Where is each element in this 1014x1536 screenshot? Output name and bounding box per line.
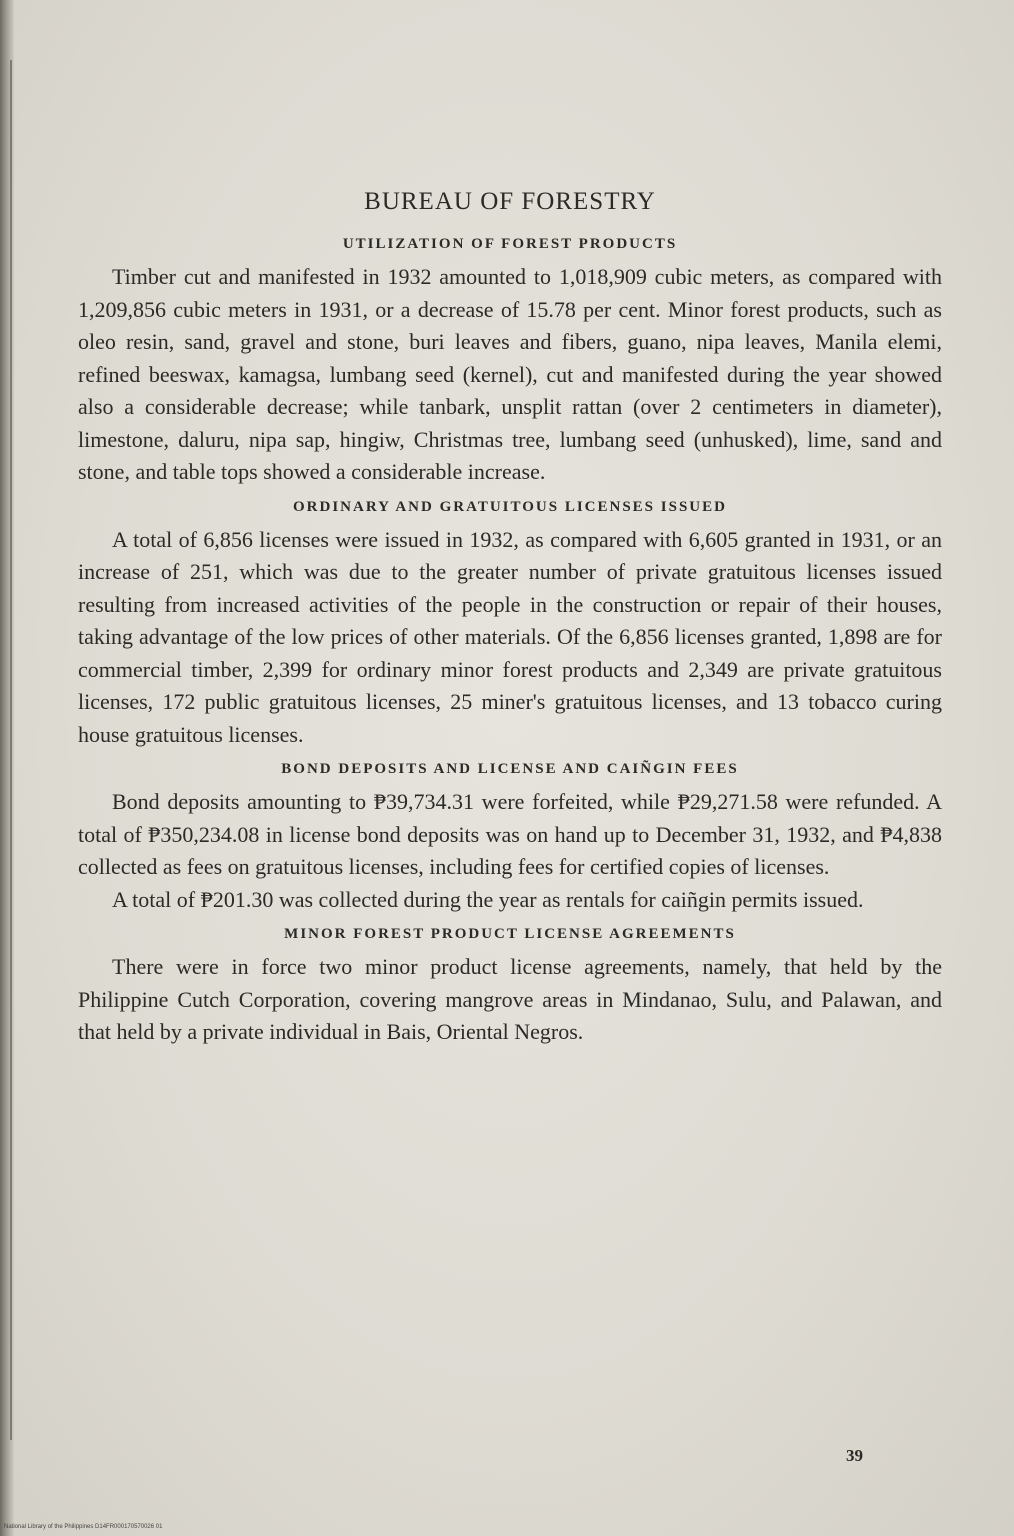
section-heading: UTILIZATION OF FOREST PRODUCTS bbox=[342, 236, 678, 252]
section-license-agreements bbox=[78, 926, 942, 1049]
paragraph: Timber cut and manifested in 1932 amounted to 1,018,909 cubic meters, as compared with 1,209,856 cubic meters in 1931, or a decrease of 15.78 per cent. Minor forest products, such as oleo resin, sand, gravel and stone, buri leaves and fibers, guano, nipa leaves, Manila elemi, refined beeswax, kamagsa, lumbang seed (kernel), cut and manifested during the year showed also a considerable decrease; while tanbark, unsplit rattan (over 2 centimeters in diameter), limestone, daluru, nipa sap, hingiw, Christmas tree, lumbang seed (unhusked), lime, sand and stone, and table tops showed a considerable increase. bbox=[78, 264, 942, 484]
section-heading: ORDINARY AND GRATUITOUS LICENSES ISSUED bbox=[293, 498, 727, 515]
paragraph: A total of ₱201.30 was collected during the year as rentals for caiñgin permits issued. bbox=[112, 886, 864, 912]
section-heading: BOND DEPOSITS AND LICENSE AND CAIÑGIN FEES bbox=[281, 761, 739, 777]
paragraph: A total of 6,856 licenses were issued in 1932, as compared with 6,605 granted in 1931, or an increase of 251, which was due to the greater number of private gratuitous licenses issued resulting from increased activities of the people in the construction or repair of their houses, taking advantage of the low prices of other materials. Of the 6,856 licenses granted, 1,898 are for commercial timber, 2,399 for ordinary minor forest products and 2,349 are private gratuitous licenses, 172 public gratuitous licenses, 25 miner's gratuitous licenses, and 13 tobacco curing house gratuitous licenses. bbox=[78, 526, 942, 747]
section-bond-deposits bbox=[78, 761, 942, 916]
section-licenses bbox=[78, 499, 942, 752]
page-content bbox=[78, 188, 942, 1049]
section-utilization bbox=[78, 236, 942, 489]
page-title: BUREAU OF FORESTRY bbox=[364, 188, 656, 215]
paragraph: There were in force two minor product license agreements, namely, that held by the Philippine Cutch Corporation, covering mangrove areas in Mindanao, Sulu, and Palawan, and that held by a private individual in Bais, Oriental Negros. bbox=[78, 954, 942, 1044]
page-number: 39 bbox=[846, 1446, 863, 1465]
library-stamp: National Library of the Philippines D14FR000170570026 01 bbox=[4, 1524, 163, 1530]
binding-shadow-line bbox=[10, 60, 12, 1440]
section-heading: MINOR FOREST PRODUCT LICENSE AGREEMENTS bbox=[284, 926, 736, 942]
paragraph: Bond deposits amounting to ₱39,734.31 were forfeited, while ₱29,271.58 were refunded. A total of ₱350,234.08 in license bond deposits was on hand up to December 31, 1932, and ₱4,838 collected as fees on gratuitous licenses, including fees for certified copies of licenses. bbox=[78, 789, 942, 879]
